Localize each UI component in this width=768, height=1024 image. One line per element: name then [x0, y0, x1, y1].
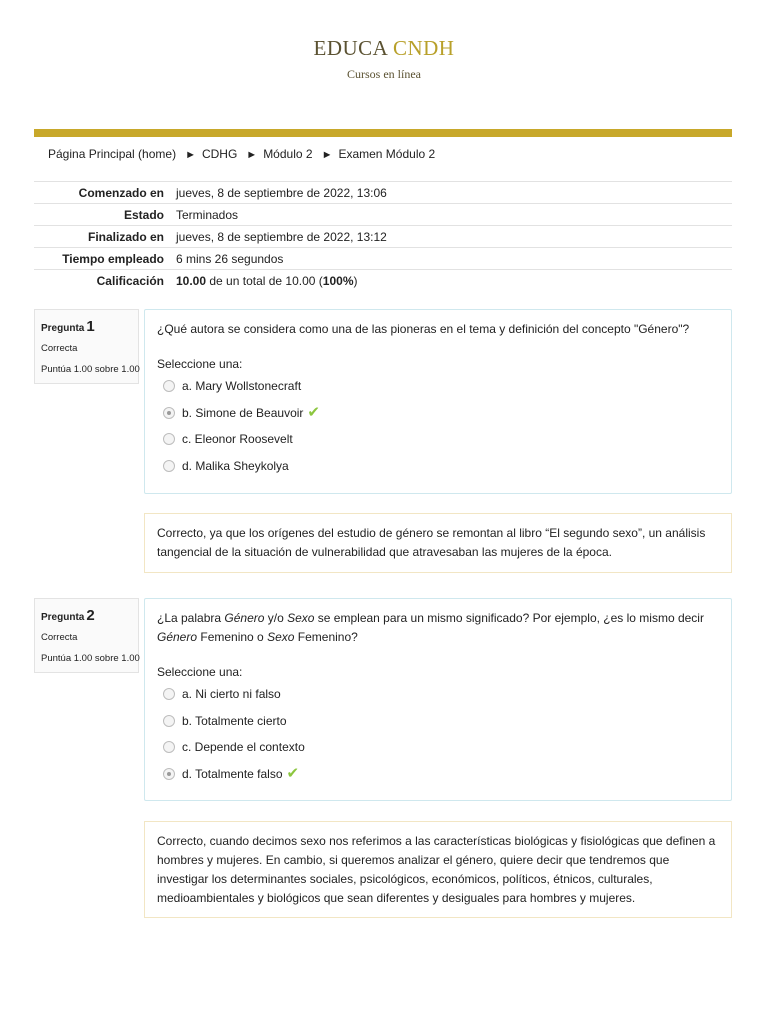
breadcrumb-exam[interactable]: Examen Módulo 2 — [338, 147, 436, 161]
answer-label: c. Depende el contexto — [182, 740, 305, 755]
summary-value: 6 mins 26 segundos — [176, 251, 284, 266]
site-title — [0, 36, 768, 61]
summary-row-completed — [34, 226, 732, 248]
summary-label: Finalizado en — [87, 229, 164, 244]
answer-label: b. Totalmente cierto — [182, 713, 287, 728]
grade-percent: 100% — [322, 273, 354, 288]
site-brand — [0, 36, 768, 82]
answer-label: a. Ni cierto ni falso — [182, 687, 281, 702]
header-divider — [34, 129, 732, 137]
correct-check-icon: ✔ — [286, 765, 300, 783]
summary-grade-value — [176, 270, 732, 292]
site-subtitle: Cursos en línea — [347, 67, 421, 81]
attempt-summary-table — [34, 181, 732, 292]
question-state: Correcta — [41, 632, 78, 643]
feedback-box-1 — [144, 513, 732, 573]
grade-close: ) — [353, 273, 358, 288]
answer-option[interactable] — [163, 453, 719, 480]
question-text-part: ¿La palabra — [157, 611, 225, 625]
answer-label: d. Totalmente falso — [182, 766, 283, 781]
breadcrumb-course[interactable]: CDHG — [201, 147, 238, 161]
breadcrumb — [48, 147, 435, 161]
question-text-emphasis: Género — [224, 611, 265, 625]
grade-score: 10.00 — [176, 273, 207, 288]
summary-label: Comenzado en — [78, 185, 164, 200]
summary-label: Calificación — [96, 273, 164, 288]
summary-label: Estado — [123, 207, 164, 222]
answer-option[interactable] — [163, 761, 719, 788]
radio-button[interactable] — [163, 460, 175, 472]
answer-option[interactable] — [163, 400, 719, 427]
radio-button-selected[interactable] — [163, 407, 175, 419]
question-text-part: Femenino? — [294, 630, 358, 644]
summary-value: jueves, 8 de septiembre de 2022, 13:12 — [176, 229, 387, 244]
summary-label: Tiempo empleado — [62, 251, 164, 266]
question-text-emphasis: Género — [157, 630, 198, 644]
summary-value: Terminados — [176, 207, 239, 222]
answer-option[interactable] — [163, 426, 719, 453]
question-text-part: se emplean para un mismo significado? Por ejemplo, ¿es lo mismo decir — [314, 611, 704, 625]
radio-button[interactable] — [163, 433, 175, 445]
question-text-part: Femenino o — [197, 630, 268, 644]
feedback-text: Correcto, ya que los orígenes del estudio de género se remontan al libro “El segundo sexo”, un análisis tangencial de la situación de vulnerabilidad que atravesaban las mujeres de la época. — [157, 526, 706, 559]
breadcrumb-arrow-icon: ► — [321, 149, 333, 161]
breadcrumb-home[interactable]: Página Principal (home) — [48, 147, 177, 161]
question-number: 1 — [86, 318, 95, 335]
breadcrumb-arrow-icon: ► — [185, 149, 196, 161]
question-text-part: y/o — [264, 611, 288, 625]
answer-label: d. Malika Sheykolya — [182, 458, 289, 473]
radio-button[interactable] — [163, 688, 175, 700]
question-info-2 — [34, 598, 139, 673]
summary-row-time — [34, 248, 732, 270]
question-text-emphasis: Sexo — [287, 611, 315, 625]
answer-options — [157, 373, 719, 479]
summary-row-started — [34, 182, 732, 204]
answer-label: c. Eleonor Roosevelt — [182, 432, 293, 447]
question-info-1 — [34, 309, 139, 384]
summary-value: jueves, 8 de septiembre de 2022, 13:06 — [176, 185, 387, 200]
question-grade: Puntúa 1.00 sobre 1.00 — [41, 653, 140, 664]
answer-option[interactable] — [163, 708, 719, 735]
radio-button-selected[interactable] — [163, 768, 175, 780]
radio-button[interactable] — [163, 741, 175, 753]
question-text — [157, 609, 719, 647]
answer-option[interactable] — [163, 734, 719, 761]
site-title-accent: CNDH — [392, 36, 455, 60]
question-text: ¿Qué autora se considera como una de las pioneras en el tema y definición del concepto "Género"? — [157, 322, 690, 336]
question-grade: Puntúa 1.00 sobre 1.00 — [41, 364, 140, 375]
question-prompt: Seleccione una: — [157, 665, 243, 679]
correct-check-icon: ✔ — [307, 404, 320, 422]
question-box-1 — [144, 309, 732, 494]
question-state: Correcta — [41, 343, 78, 354]
question-number: 2 — [86, 607, 95, 624]
radio-button[interactable] — [163, 380, 175, 392]
feedback-box-2 — [144, 821, 732, 918]
question-label: Pregunta — [41, 323, 85, 334]
answer-option[interactable] — [163, 681, 719, 708]
question-label: Pregunta — [41, 612, 85, 623]
answer-label: a. Mary Wollstonecraft — [182, 379, 302, 394]
breadcrumb-arrow-icon: ► — [246, 149, 258, 161]
grade-total: de un total de 10.00 ( — [206, 273, 323, 288]
radio-button[interactable] — [163, 715, 175, 727]
summary-row-grade — [34, 270, 732, 292]
answer-option[interactable] — [163, 373, 719, 400]
summary-row-state — [34, 204, 732, 226]
question-text-emphasis: Sexo — [267, 630, 295, 644]
question-box-2 — [144, 598, 732, 801]
answer-options — [157, 681, 719, 787]
site-title-main: EDUCA — [313, 36, 388, 60]
breadcrumb-module[interactable]: Módulo 2 — [263, 147, 313, 161]
feedback-text: Correcto, cuando decimos sexo nos referimos a las características biológicas y fisiológicas que definen a hombres y mujeres. En cambio, si queremos analizar el género, quiere decir que tendremos que investigar los determinantes sociales, psicológicos, económicos, políticos, étnicos, culturales, medioambientales y biológicos que sean diferentes y desiguales para hombres y mujeres. — [157, 834, 716, 905]
answer-label: b. Simone de Beauvoir — [182, 405, 304, 420]
question-prompt: Seleccione una: — [157, 357, 243, 371]
